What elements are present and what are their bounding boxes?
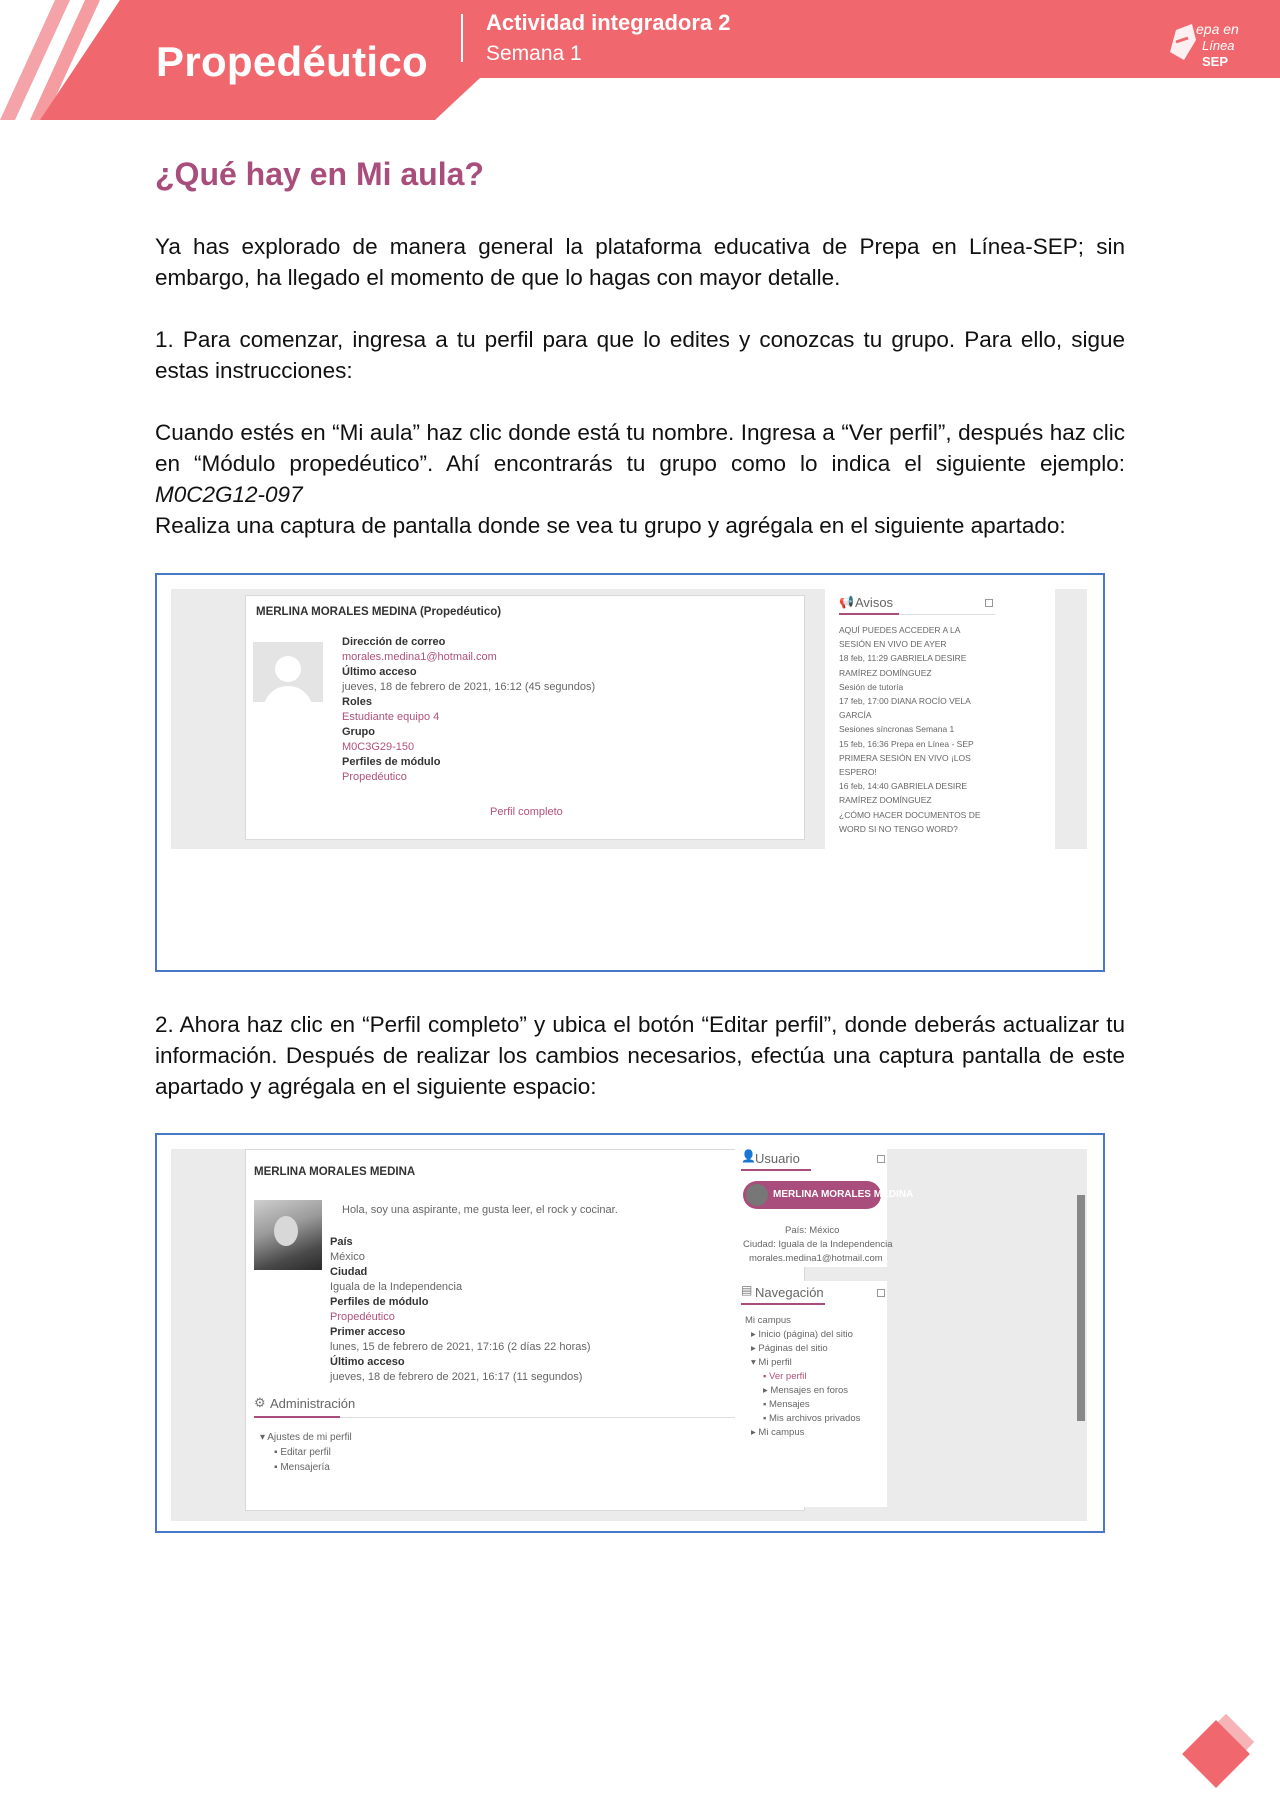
screenshot-profile-box (155, 1133, 1105, 1533)
first-access-label: Primer acceso (330, 1326, 406, 1338)
block-title-underline (839, 613, 899, 615)
user-pill-label: MERLINA MORALES MEDINA (773, 1189, 914, 1200)
nav-item-forum-posts[interactable]: ▸ Mensajes en foros (763, 1385, 849, 1396)
city-value: Iguala de la Independencia (330, 1281, 463, 1293)
notice-line: 17 feb, 17:00 DIANA ROCÍO VELA (839, 696, 971, 706)
roles-value[interactable]: Estudiante equipo 4 (342, 711, 440, 723)
last-access-label: Último acceso (330, 1356, 405, 1368)
block-title-underline (741, 1169, 811, 1171)
group-value[interactable]: M0C3G29-150 (342, 741, 415, 753)
megaphone-icon: 📢 (839, 595, 854, 609)
svg-text:epa en: epa en (1196, 21, 1239, 37)
gears-icon: ⚙ (254, 1395, 266, 1410)
nav-item-my-profile[interactable]: ▾ Mi perfil (751, 1357, 792, 1368)
block-rule (340, 1417, 800, 1418)
collapse-icon[interactable] (985, 599, 993, 607)
admin-item-messaging[interactable]: ▪ Mensajería (274, 1462, 330, 1473)
nav-item-label: Mensajes en foros (770, 1385, 849, 1396)
avatar-placeholder-icon (253, 642, 323, 702)
module-value[interactable]: Propedéutico (330, 1311, 395, 1323)
nav-item-messages[interactable]: ▪ Mensajes (763, 1399, 810, 1410)
nav-item-home[interactable]: ▸ Inicio (página) del sitio (751, 1329, 853, 1340)
profile-name: MERLINA MORALES MEDINA (254, 1166, 416, 1178)
notice-line: RAMÍREZ DOMÍNGUEZ (839, 667, 932, 678)
avatar (746, 1184, 768, 1206)
capture-instruction: Realiza una captura de pantalla donde se vea tu grupo y agrégala en el siguiente apartado: (155, 513, 1066, 538)
instructions-paragraph (155, 417, 1125, 541)
admin-item-label: Ajustes de mi perfil (267, 1432, 352, 1443)
nav-item-my-campus[interactable]: Mi campus (745, 1315, 791, 1326)
user-country: País: México (785, 1225, 840, 1236)
nav-item-label: Mis archivos privados (769, 1413, 861, 1424)
nav-item-label: Páginas del sitio (758, 1343, 828, 1354)
nav-item-label: Inicio (página) del sitio (758, 1329, 853, 1340)
activity-title: Actividad integradora 2 (486, 10, 731, 35)
full-profile-link[interactable]: Perfil completo (490, 806, 563, 818)
user-pill[interactable] (743, 1181, 914, 1209)
first-access-value: lunes, 15 de febrero de 2021, 17:16 (2 días 22 horas) (330, 1341, 591, 1353)
notice-line[interactable]: AQUÍ PUEDES ACCEDER A LA (839, 625, 961, 635)
notice-line: 15 feb, 16:36 Prepa en Línea - SEP (839, 738, 974, 749)
email-link[interactable]: morales.medina1@hotmail.com (342, 651, 497, 663)
svg-text:SEP: SEP (1202, 54, 1229, 69)
notice-line[interactable]: SESIÓN EN VIVO DE AYER (839, 639, 947, 650)
last-access-value: jueves, 18 de febrero de 2021, 16:17 (11 segundos) (330, 1371, 583, 1383)
city-label: Ciudad (330, 1266, 368, 1278)
example-group: M0C2G12-097 (155, 482, 303, 507)
notice-line: RAMÍREZ DOMÍNGUEZ (839, 795, 932, 806)
user-block (735, 1147, 914, 1267)
header-divider (461, 14, 463, 62)
notice-line[interactable]: PRIMERA SESIÓN EN VIVO ¡LOS (839, 752, 971, 763)
last-access-value: jueves, 18 de febrero de 2021, 16:12 (45 segundos) (342, 681, 596, 693)
notice-line[interactable]: Sesiones síncronas Semana 1 (839, 724, 955, 735)
navigation-block (735, 1281, 887, 1507)
admin-item-label: Editar perfil (280, 1447, 331, 1458)
notices-title: Avisos (855, 595, 894, 610)
prepa-en-linea-logo (1162, 12, 1242, 72)
module-label: Perfiles de módulo (342, 756, 441, 768)
admin-title: Administración (270, 1396, 356, 1411)
block-title-underline (254, 1416, 340, 1418)
brand-title: Propedéutico (156, 38, 428, 85)
email-label: Dirección de correo (342, 636, 446, 648)
notices-block (825, 589, 1055, 849)
notice-line[interactable]: ESPERO! (839, 767, 877, 777)
block-title-underline (741, 1303, 825, 1305)
admin-item-label: Mensajería (280, 1462, 330, 1473)
step1-paragraph: 1. Para comenzar, ingresa a tu perfil para que lo edites y conozcas tu grupo. Para ello, sigue estas instrucciones: (155, 327, 1125, 383)
notice-line: GARCÍA (839, 710, 872, 721)
group-label: Grupo (342, 726, 375, 738)
user-city: Ciudad: Iguala de la Independencia (743, 1239, 893, 1250)
scrollbar[interactable] (1077, 1195, 1085, 1421)
admin-item-profile-settings[interactable]: ▾ Ajustes de mi perfil (260, 1432, 352, 1443)
instructions-text: Cuando estés en “Mi aula” haz clic donde está tu nombre. Ingresa a “Ver perfil”, después haz clic en “Módulo propedéutico”. Ahí encontrarás tu grupo como lo indica el siguiente ejemplo: (155, 420, 1125, 476)
svg-text:Línea: Línea (1202, 38, 1235, 53)
notice-line: 16 feb, 14:40 GABRIELA DESIRE (839, 781, 968, 792)
user-email: morales.medina1@hotmail.com (749, 1253, 883, 1264)
nav-item-private-files[interactable]: ▪ Mis archivos privados (763, 1413, 861, 1424)
step2-paragraph: 2. Ahora haz clic en “Perfil completo” y ubica el botón “Editar perfil”, donde deberás actualizar tu información. Después de realizar los cambios necesarios, efectúa una captura pantalla de este apartado y agrégala en el siguiente espacio: (155, 1012, 1125, 1099)
week-label: Semana 1 (486, 42, 582, 65)
notice-line[interactable]: WORD SI NO TENGO WORD? (839, 823, 958, 834)
nav-item-my-campus-2[interactable]: ▸ Mi campus (751, 1427, 805, 1438)
screenshot-group-box (155, 573, 1105, 972)
avatar (254, 1200, 322, 1270)
last-access-label: Último acceso (342, 666, 417, 678)
profile-bio: Hola, soy una aspirante, me gusta leer, el rock y cocinar. (342, 1204, 618, 1216)
nav-title: Navegación (755, 1285, 824, 1300)
profile-name: MERLINA MORALES MEDINA (Propedéutico) (256, 606, 502, 618)
page-heading: ¿Qué hay en Mi aula? (155, 156, 484, 192)
nav-item-label: Mensajes (769, 1399, 810, 1410)
profile-card (245, 1149, 805, 1511)
user-icon: 👤 (741, 1149, 756, 1163)
admin-item-edit-profile[interactable]: ▪ Editar perfil (274, 1447, 331, 1458)
nav-item-label: Mi perfil (758, 1357, 792, 1368)
intro-paragraph: Ya has explorado de manera general la plataforma educativa de Prepa en Línea-SEP; sin embargo, ha llegado el momento de que lo hagas con mayor detalle. (155, 234, 1125, 290)
collapse-icon[interactable] (877, 1289, 885, 1297)
user-block-title: Usuario (755, 1151, 800, 1166)
notice-line[interactable]: ¿CÓMO HACER DOCUMENTOS DE (839, 809, 981, 820)
country-value: México (330, 1251, 365, 1263)
nav-item-view-profile[interactable]: ▪ Ver perfil (763, 1371, 807, 1382)
module-value[interactable]: Propedéutico (342, 771, 407, 783)
nav-item-label: Ver perfil (769, 1371, 807, 1382)
notice-line[interactable]: Sesión de tutoría (839, 681, 904, 692)
sitemap-icon: ▤ (741, 1283, 753, 1297)
roles-label: Roles (342, 696, 372, 708)
notice-line: 18 feb, 11:29 GABRIELA DESIRE (839, 653, 967, 664)
module-label: Perfiles de módulo (330, 1296, 429, 1308)
collapse-icon[interactable] (877, 1155, 885, 1163)
country-label: País (330, 1236, 353, 1248)
nav-item-site-pages[interactable]: ▸ Páginas del sitio (751, 1343, 828, 1354)
nav-item-label: Mi campus (758, 1427, 805, 1438)
block-rule (899, 614, 995, 615)
profile-card (245, 595, 805, 840)
